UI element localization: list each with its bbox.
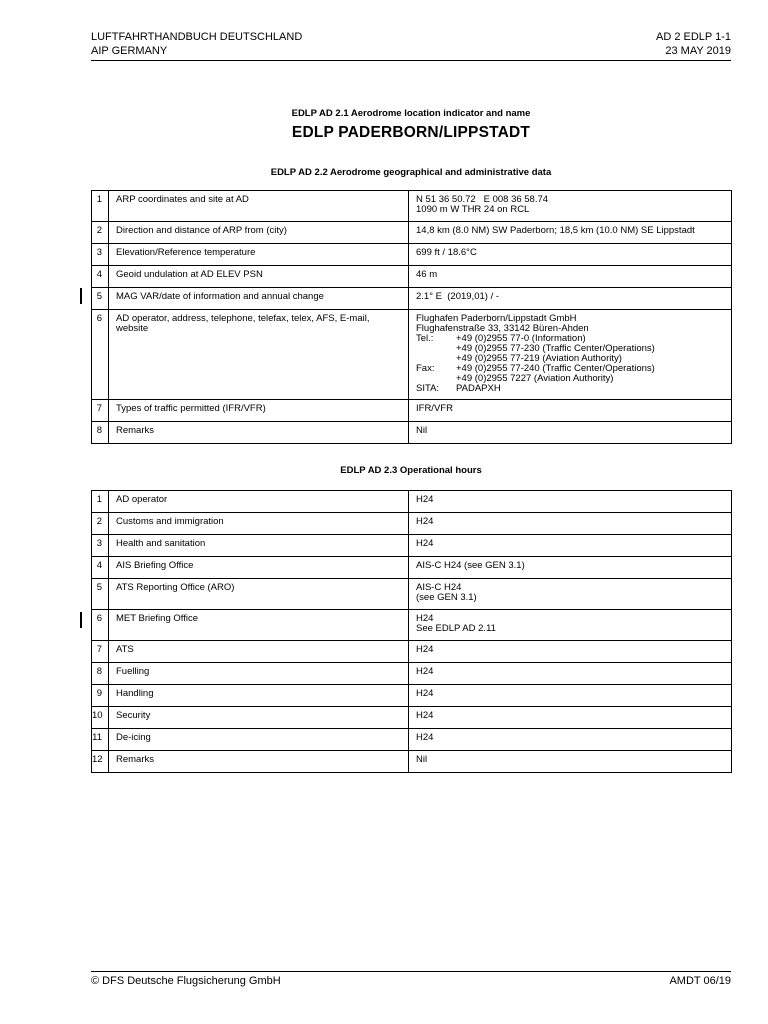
- sita-value: PADAPXH: [456, 383, 501, 394]
- telephone-number: +49 (0)2955 77-230 (Traffic Center/Operations): [456, 343, 655, 354]
- table-row: [92, 663, 732, 685]
- row-value: [409, 557, 732, 579]
- table-row: [92, 535, 732, 557]
- row-label: Direction and distance of ARP from (city): [109, 222, 409, 244]
- row-value: [409, 513, 732, 535]
- row-number: 8: [92, 422, 109, 444]
- value-line: H24: [416, 516, 434, 527]
- value-line: Nil: [416, 754, 428, 765]
- table-row: [92, 491, 732, 513]
- row-number: 1: [92, 491, 109, 513]
- value-line: Nil: [416, 425, 428, 436]
- value-line: 2.1° E (2019,01) / -: [416, 291, 500, 302]
- row-number: 11: [92, 729, 109, 751]
- table-row: [92, 288, 732, 310]
- operational-hours-table: [91, 490, 732, 773]
- row-number: 2: [92, 222, 109, 244]
- value-line: (see GEN 3.1): [416, 592, 477, 603]
- fax-label: Fax:: [416, 363, 435, 374]
- row-value: [409, 400, 732, 422]
- row-number: 10: [92, 707, 109, 729]
- row-number: 8: [92, 663, 109, 685]
- fax-number: +49 (0)2955 77-240 (Traffic Center/Operations): [456, 363, 655, 374]
- table-row: [92, 310, 732, 400]
- table-row: [92, 191, 732, 222]
- value-line: H24: [416, 613, 434, 624]
- row-label: Types of traffic permitted (IFR/VFR): [109, 400, 409, 422]
- row-label: MAG VAR/date of information and annual change: [109, 288, 409, 310]
- telephone-label: Tel.:: [416, 333, 434, 344]
- row-value: [409, 641, 732, 663]
- page-header-right: [656, 30, 731, 58]
- row-value: [409, 491, 732, 513]
- table-row: [92, 557, 732, 579]
- value-line: H24: [416, 644, 434, 655]
- operator-address: Flughafenstraße 33, 33142 Büren-Ahden: [416, 323, 589, 334]
- row-value: [409, 191, 732, 222]
- geo-admin-table: [91, 190, 732, 444]
- row-number: 5: [92, 579, 109, 610]
- change-bar-mag-var: [80, 288, 82, 304]
- row-number: 4: [92, 266, 109, 288]
- row-value: [409, 729, 732, 751]
- row-number: 4: [92, 557, 109, 579]
- copyright: © DFS Deutsche Flugsicherung GmbH: [91, 975, 281, 987]
- row-value: [409, 266, 732, 288]
- row-number: 7: [92, 641, 109, 663]
- value-line: H24: [416, 732, 434, 743]
- page-header-left: [91, 30, 302, 58]
- telephone-number: +49 (0)2955 77-0 (Information): [456, 333, 586, 344]
- row-label: Elevation/Reference temperature: [109, 244, 409, 266]
- table-row: [92, 422, 732, 444]
- value-line: 14,8 km (8.0 NM) SW Paderborn; 18,5 km (10.0 NM) SE Lippstadt: [416, 225, 695, 236]
- manual-title-de: LUFTFAHRTHANDBUCH DEUTSCHLAND: [91, 31, 303, 43]
- value-line: H24: [416, 688, 434, 699]
- page-reference: AD 2 EDLP 1-1: [655, 31, 731, 43]
- row-value: [409, 685, 732, 707]
- row-label: AD operator: [109, 491, 409, 513]
- amendment-number: AMDT 06/19: [669, 975, 731, 987]
- row-value: [409, 310, 732, 400]
- row-label: Geoid undulation at AD ELEV PSN: [109, 266, 409, 288]
- header-divider: [91, 60, 731, 61]
- aerodrome-title: EDLP PADERBORN/LIPPSTADT: [291, 124, 531, 141]
- row-value: [409, 751, 732, 773]
- row-label: Health and sanitation: [109, 535, 409, 557]
- value-line: H24: [416, 666, 434, 677]
- telephone-number: +49 (0)2955 77-219 (Aviation Authority): [456, 353, 622, 364]
- row-label: Handling: [109, 685, 409, 707]
- row-label: De-icing: [109, 729, 409, 751]
- row-number: 3: [92, 535, 109, 557]
- row-number: 3: [92, 244, 109, 266]
- table-row: [92, 513, 732, 535]
- row-label: Customs and immigration: [109, 513, 409, 535]
- row-label: Remarks: [109, 751, 409, 773]
- change-bar-met-briefing: [80, 612, 82, 628]
- row-value: [409, 535, 732, 557]
- table-row: [92, 579, 732, 610]
- table-row: [92, 685, 732, 707]
- value-line: H24: [416, 710, 434, 721]
- row-value: [409, 222, 732, 244]
- row-label: Fuelling: [109, 663, 409, 685]
- row-number: 2: [92, 513, 109, 535]
- row-number: 1: [92, 191, 109, 222]
- table-row: [92, 610, 732, 641]
- value-line: 1090 m W THR 24 on RCL: [416, 204, 530, 215]
- section-2-2-heading: EDLP AD 2.2 Aerodrome geographical and administrative data: [270, 167, 552, 178]
- row-value: [409, 610, 732, 641]
- value-line: H24: [416, 538, 434, 549]
- row-value: [409, 707, 732, 729]
- row-value: [409, 663, 732, 685]
- table-row: [92, 751, 732, 773]
- section-2-3-heading: EDLP AD 2.3 Operational hours: [340, 465, 482, 476]
- row-label: AD operator, address, telephone, telefax, telex, AFS, E-mail, website: [109, 310, 409, 400]
- row-number: 6: [92, 310, 109, 400]
- row-label: AIS Briefing Office: [109, 557, 409, 579]
- operator-name: Flughafen Paderborn/Lippstadt GmbH: [416, 313, 577, 324]
- section-2-1-heading: EDLP AD 2.1 Aerodrome location indicator and name: [291, 108, 531, 119]
- fax-number: +49 (0)2955 7227 (Aviation Authority): [456, 373, 614, 384]
- row-number: 5: [92, 288, 109, 310]
- value-line: AIS-C H24: [416, 582, 462, 593]
- value-line: IFR/VFR: [416, 403, 453, 414]
- footer-divider: [91, 971, 731, 972]
- table-row: [92, 400, 732, 422]
- sita-label: SITA:: [416, 383, 440, 394]
- table-row: [92, 707, 732, 729]
- row-number: 9: [92, 685, 109, 707]
- row-number: 7: [92, 400, 109, 422]
- row-value: [409, 288, 732, 310]
- value-line: H24: [416, 494, 434, 505]
- manual-title-en: AIP GERMANY: [91, 45, 168, 57]
- row-value: [409, 422, 732, 444]
- table-row: [92, 641, 732, 663]
- table-row: [92, 729, 732, 751]
- row-label: ATS Reporting Office (ARO): [109, 579, 409, 610]
- table-row: [92, 266, 732, 288]
- table-row: [92, 244, 732, 266]
- table-row: [92, 222, 732, 244]
- row-label: ARP coordinates and site at AD: [109, 191, 409, 222]
- value-line: See EDLP AD 2.11: [416, 623, 496, 634]
- row-label: Security: [109, 707, 409, 729]
- row-label: Remarks: [109, 422, 409, 444]
- effective-date: 23 MAY 2019: [665, 45, 731, 57]
- row-number: 12: [92, 751, 109, 773]
- row-number: 6: [92, 610, 109, 641]
- row-label: MET Briefing Office: [109, 610, 409, 641]
- value-line: 699 ft / 18.6°C: [416, 247, 477, 258]
- value-line: 46 m: [416, 269, 438, 280]
- sita-line: [416, 384, 724, 394]
- value-line: AIS-C H24 (see GEN 3.1): [416, 560, 525, 571]
- row-value: [409, 244, 732, 266]
- row-label: ATS: [109, 641, 409, 663]
- row-value: [409, 579, 732, 610]
- value-line: N 51 36 50.72 E 008 36 58.74: [416, 194, 549, 205]
